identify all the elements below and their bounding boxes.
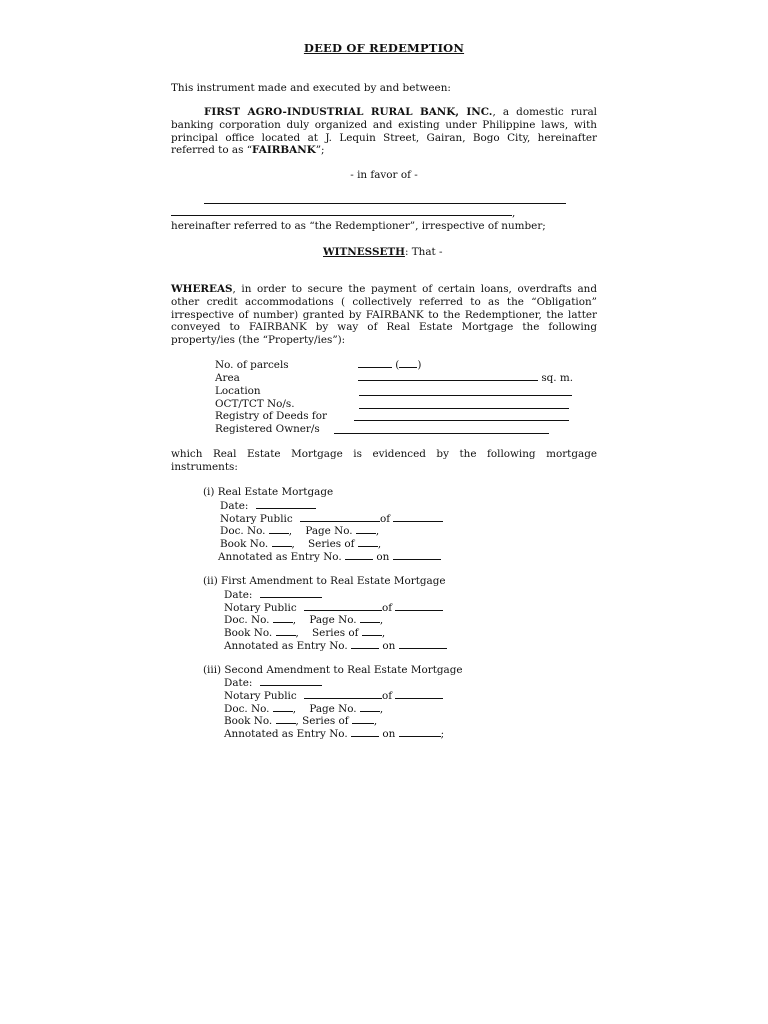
witnesseth-rest: : That - <box>404 246 443 258</box>
oct-label: OCT/TCT No/s. <box>215 398 295 410</box>
whereas-label: WHEREAS <box>171 283 233 295</box>
area-unit: sq. m. <box>541 372 574 384</box>
parcels-label: No. of parcels <box>215 359 289 371</box>
instrument-book: Book No. , Series of , <box>220 538 382 550</box>
location-label: Location <box>215 385 261 397</box>
in-favor-of: - in favor of - <box>350 169 418 181</box>
party-paragraph <box>171 106 597 157</box>
comma: , <box>512 207 516 219</box>
whereas-paragraph <box>171 283 597 347</box>
location-line <box>359 395 572 396</box>
instrument-annotated: Annotated as Entry No. on ; <box>224 728 445 740</box>
witnesseth-label: WITNESSETH <box>323 246 405 258</box>
instrument-annotated: Annotated as Entry No. on <box>224 639 447 653</box>
instrument-notary: Notary Public of <box>224 601 443 615</box>
area-field <box>358 371 573 385</box>
owner-line <box>334 433 549 434</box>
instrument-notary: Notary Public of <box>220 512 443 526</box>
oct-line <box>359 408 569 409</box>
instrument-doc: Doc. No. , Page No. , <box>224 703 384 715</box>
parcels-field: ( ) <box>358 358 421 372</box>
instrument-doc: Doc. No. , Page No. , <box>224 614 384 626</box>
instrument-heading: (i) Real Estate Mortgage <box>203 486 334 498</box>
owner-label: Registered Owner/s <box>215 423 320 435</box>
bank-close: ”; <box>315 144 325 157</box>
evidenced-paragraph: which Real Estate Mortgage is evidenced by the following mortgage instruments: <box>171 448 597 473</box>
whereas-text: , in order to secure the payment of certain loans, overdrafts and other credit accommodations ( collectively referred to as the “Obligation” irrespective of number) granted by FAIRBANK to the Redemptioner, the latter conveyed to FAIRBANK by way of Real Estate Mortgage the following property/ies (the “Property/ies”): <box>171 283 597 347</box>
instrument-notary: Notary Public of <box>224 689 443 703</box>
document-title: DEED OF REDEMPTION <box>303 41 465 55</box>
registry-line <box>354 420 569 421</box>
witnesseth-line <box>323 246 443 259</box>
redemptioner-name-line <box>204 203 566 204</box>
bank-short-name: FAIRBANK <box>252 144 316 157</box>
instrument-heading: (iii) Second Amendment to Real Estate Mortgage <box>203 664 463 676</box>
instrument-date: Date: <box>224 588 322 602</box>
bank-name: FIRST AGRO-INDUSTRIAL RURAL BANK, INC. <box>204 106 493 118</box>
instrument-annotated: Annotated as Entry No. on <box>218 550 441 564</box>
redemptioner-text: hereinafter referred to as “the Redemptioner”, irrespective of number; <box>171 220 546 232</box>
instrument-date: Date: <box>224 676 322 690</box>
redemptioner-name-line-2 <box>171 215 512 216</box>
intro-line: This instrument made and executed by and between: <box>171 82 451 94</box>
area-label: Area <box>215 372 240 384</box>
bank-description: , a domestic rural banking corporation duly organized and existing under Philippine laws, with principal office located at J. Lequin Street, Gairan, Bogo City, hereinafter referred to as “ <box>171 106 597 157</box>
instrument-book: Book No. , Series of , <box>224 627 386 639</box>
instrument-date: Date: <box>220 499 316 513</box>
instrument-heading: (ii) First Amendment to Real Estate Mortgage <box>203 575 446 587</box>
instrument-doc: Doc. No. , Page No. , <box>220 525 380 537</box>
registry-label: Registry of Deeds for <box>215 410 327 422</box>
instrument-book: Book No. , Series of , <box>224 715 378 727</box>
